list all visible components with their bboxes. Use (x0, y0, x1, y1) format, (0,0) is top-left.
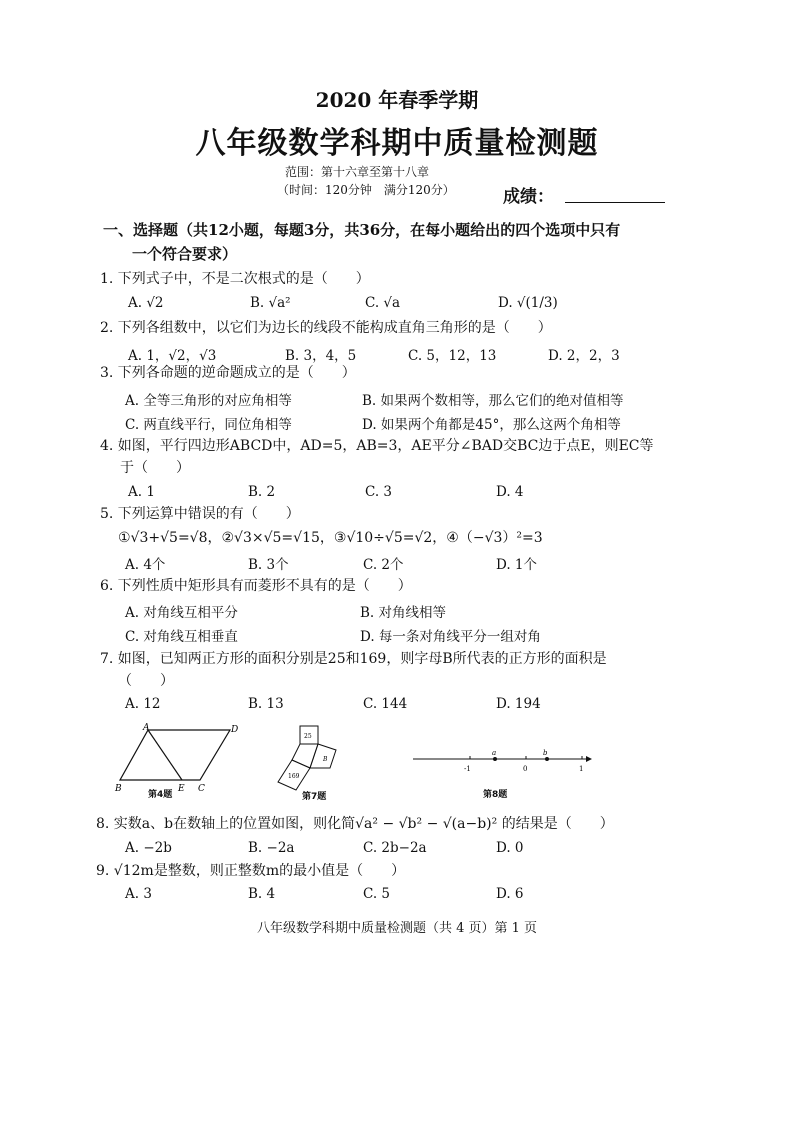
question-4: 4. 如图，平行四边形ABCD中，AD=5，AB=3，AE平分∠BAD交BC边于点E，则EC等 (100, 438, 654, 454)
figure-4-caption: 第4题 (148, 790, 173, 800)
question-4-cont: 于（ ） (120, 460, 190, 476)
q6-option-d: D. 每一条对角线平分一组对角 (360, 629, 541, 645)
q1-option-d: D. √(1/3) (498, 295, 558, 311)
q2-option-b: B. 3，4，5 (285, 348, 357, 364)
square-169-label: 169 (288, 773, 300, 780)
figure-7-squares (270, 720, 350, 792)
q1-option-b: B. √a² (250, 295, 291, 311)
q6-option-b: B. 对角线相等 (360, 605, 447, 621)
point-a-label: a (492, 749, 497, 757)
tick-label-0: 0 (523, 765, 528, 773)
q8-option-c: C. 2b−2a (363, 840, 427, 856)
figure-7-caption: 第7题 (302, 792, 327, 802)
q7-option-b: B. 13 (248, 696, 284, 712)
q3-option-b: B. 如果两个数相等，那么它们的绝对值相等 (362, 393, 624, 409)
axis-arrow (586, 756, 592, 762)
q7-option-c: C. 144 (363, 696, 408, 712)
q7-option-d: D. 194 (496, 696, 541, 712)
exam-title: 八年级数学科期中质量检测题 (195, 126, 599, 161)
page-footer: 八年级数学科期中质量检测题（共 4 页）第 1 页 (256, 921, 538, 936)
q8-option-d: D. 0 (496, 840, 524, 856)
tick-label-1: 1 (579, 765, 584, 773)
square-25-label: 25 (304, 733, 312, 740)
q4-option-d: D. 4 (496, 484, 524, 500)
q9-option-d: D. 6 (496, 886, 524, 902)
q5-option-d: D. 1个 (496, 557, 538, 573)
question-1: 1. 下列式子中，不是二次根式的是（ ） (100, 271, 370, 287)
question-2: 2. 下列各组数中，以它们为边长的线段不能构成直角三角形的是（ ） (100, 320, 552, 336)
exam-term: 2020 年春季学期 (315, 88, 479, 112)
question-7-cont: （ ） (118, 673, 174, 689)
point-a (493, 757, 497, 761)
point-b-label: b (543, 749, 548, 757)
point-d-label: D (231, 725, 239, 735)
question-7: 7. 如图，已知两正方形的面积分别是25和169，则字母B所代表的正方形的面积是 (100, 651, 607, 667)
score-label: 成绩： (503, 187, 554, 207)
q3-option-c: C. 两直线平行，同位角相等 (125, 417, 292, 433)
q7-option-a: A. 12 (125, 696, 161, 712)
q3-option-d: D. 如果两个角都是45°，那么这两个角相等 (362, 417, 621, 433)
q1-option-a: A. √2 (128, 295, 164, 311)
point-a-label: A (143, 723, 150, 733)
q1-option-c: C. √a (365, 295, 401, 311)
point-b (545, 757, 549, 761)
point-e-label: E (178, 784, 185, 794)
question-6: 6. 下列性质中矩形具有而菱形不具有的是（ ） (100, 578, 412, 594)
parallelogram-abcd (120, 730, 230, 780)
q9-option-a: A. 3 (125, 886, 152, 902)
figure-8-caption: 第8题 (483, 790, 508, 800)
square-b-label: B (323, 756, 328, 763)
question-9: 9. √12m是整数，则正整数m的最小值是（ ） (96, 863, 406, 879)
question-8: 8. 实数a、b在数轴上的位置如图，则化简√a² − √b² − √(a−b)² 的结果是（ ） (96, 816, 614, 832)
section-heading-cont: 一个符合要求） (132, 245, 238, 263)
q2-option-a: A. 1，√2，√3 (128, 348, 217, 364)
score-blank (565, 184, 665, 203)
q5-option-a: A. 4个 (125, 557, 166, 573)
point-c-label: C (198, 784, 205, 794)
figure-8-number-line (410, 745, 595, 775)
q5-option-b: B. 3个 (248, 557, 289, 573)
q6-option-c: C. 对角线互相垂直 (125, 629, 238, 645)
q9-option-b: B. 4 (248, 886, 276, 902)
q4-option-b: B. 2 (248, 484, 276, 500)
question-5-expressions: ①√3+√5=√8，②√3×√5=√15，③√10÷√5=√2，④（−√3）²=3 (118, 530, 543, 546)
q2-option-c: C. 5，12，13 (408, 348, 497, 364)
point-b-label: B (115, 784, 122, 794)
q4-option-a: A. 1 (128, 484, 155, 500)
q9-option-c: C. 5 (363, 886, 391, 902)
q3-option-a: A. 全等三角形的对应角相等 (125, 393, 292, 409)
q8-option-a: A. −2b (125, 840, 172, 856)
question-3: 3. 下列各命题的逆命题成立的是（ ） (100, 365, 356, 381)
exam-time: （时间：120分钟 满分120分） (277, 183, 455, 197)
segment-ae (148, 730, 182, 780)
exam-scope: 范围：第十六章至第十八章 (285, 165, 430, 179)
q2-option-d: D. 2，2，3 (548, 348, 620, 364)
tick-label-neg1: -1 (464, 765, 471, 773)
section-heading: 一、选择题（共12小题，每题3分，共36分，在每小题给出的四个选项中只有 (103, 221, 621, 239)
question-5: 5. 下列运算中错误的有（ ） (100, 506, 300, 522)
q8-option-b: B. −2a (248, 840, 295, 856)
q6-option-a: A. 对角线互相平分 (125, 605, 238, 621)
figure-4-parallelogram (112, 720, 242, 802)
q5-option-c: C. 2个 (363, 557, 404, 573)
q4-option-c: C. 3 (365, 484, 393, 500)
